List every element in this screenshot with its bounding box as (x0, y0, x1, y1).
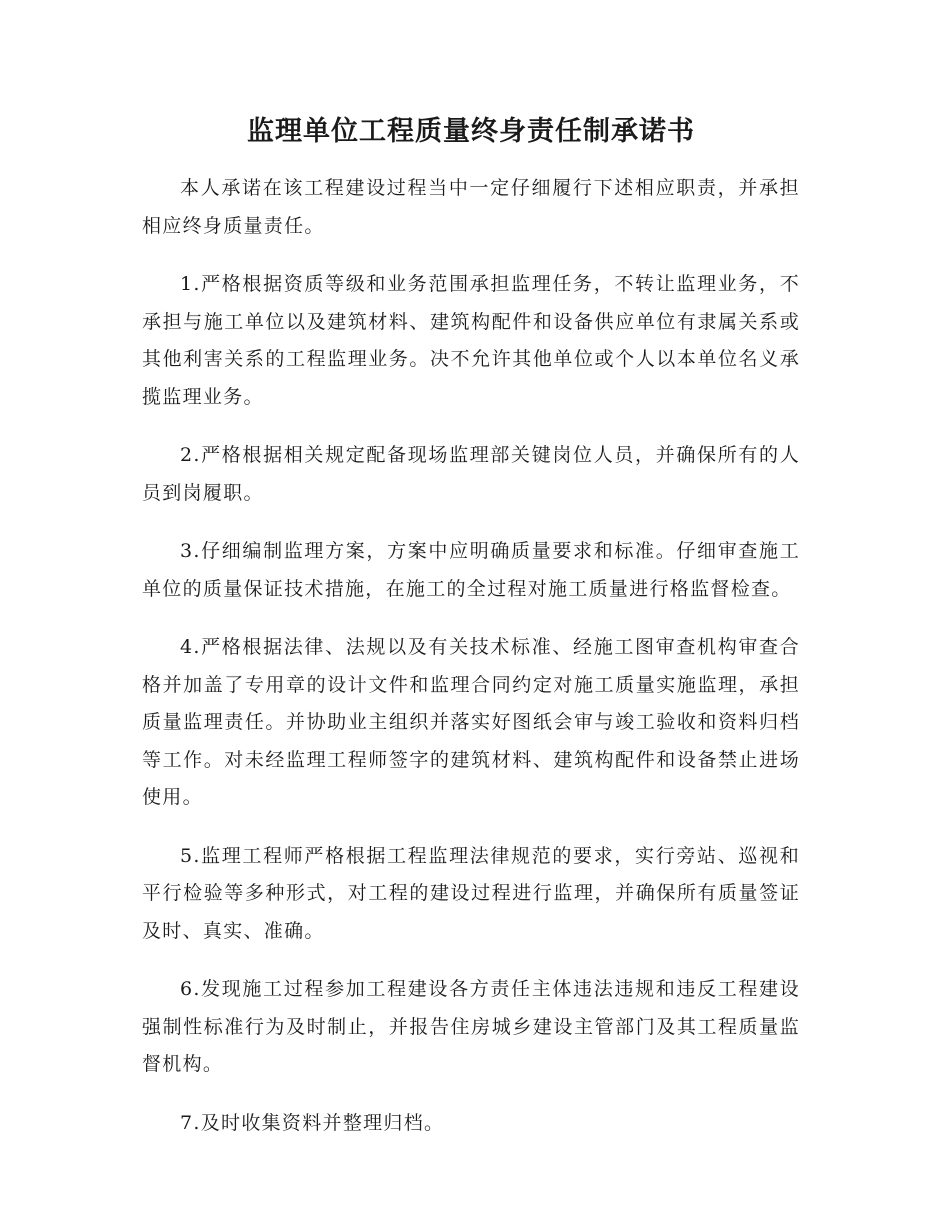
item-6-paragraph: 6.发现施工过程参加工程建设各方责任主体违法违规和违反工程建设强制性标准行为及时制止，并报告住房城乡建设主管部门及其工程质量监督机构。 (142, 978, 800, 1075)
item-7-paragraph: 7.及时收集资料并整理归档。 (180, 1111, 445, 1134)
item-2-paragraph: 2.严格根据相关规定配备现场监理部关键岗位人员，并确保所有的人员到岗履职。 (142, 444, 800, 504)
item-1-paragraph: 1.严格根据资质等级和业务范围承担监理任务，不转让监理业务，不承担与施工单位以及建筑材料、建筑构配件和设备供应单位有隶属关系或其他利害关系的工程监理业务。决不允许其他单位或个人以本单位名义承揽监理业务。 (142, 273, 800, 408)
item-3-paragraph: 3.仔细编制监理方案，方案中应明确质量要求和标准。仔细审查施工单位的质量保证技术措施，在施工的全过程对施工质量进行格监督检查。 (142, 540, 800, 600)
document-title: 监理单位工程质量终身责任制承诺书 (247, 116, 695, 147)
item-4-paragraph: 4.严格根据法律、法规以及有关技术标准、经施工图审查机构审查合格并加盖了专用章的设计文件和监理合同约定对施工质量实施监理，承担质量监理责任。并协助业主组织并落实好图纸会审与竣工验收和资料归档等工作。对未经监理工程师签字的建筑材料、建筑构配件和设备禁止进场使用。 (142, 636, 800, 808)
intro-paragraph: 本人承诺在该工程建设过程当中一定仔细履行下述相应职责，并承担相应终身质量责任。 (142, 177, 800, 237)
item-5-paragraph: 5.监理工程师严格根据工程监理法律规范的要求，实行旁站、巡视和平行检验等多种形式，对工程的建设过程进行监理，并确保所有质量签证及时、真实、准确。 (142, 844, 800, 942)
